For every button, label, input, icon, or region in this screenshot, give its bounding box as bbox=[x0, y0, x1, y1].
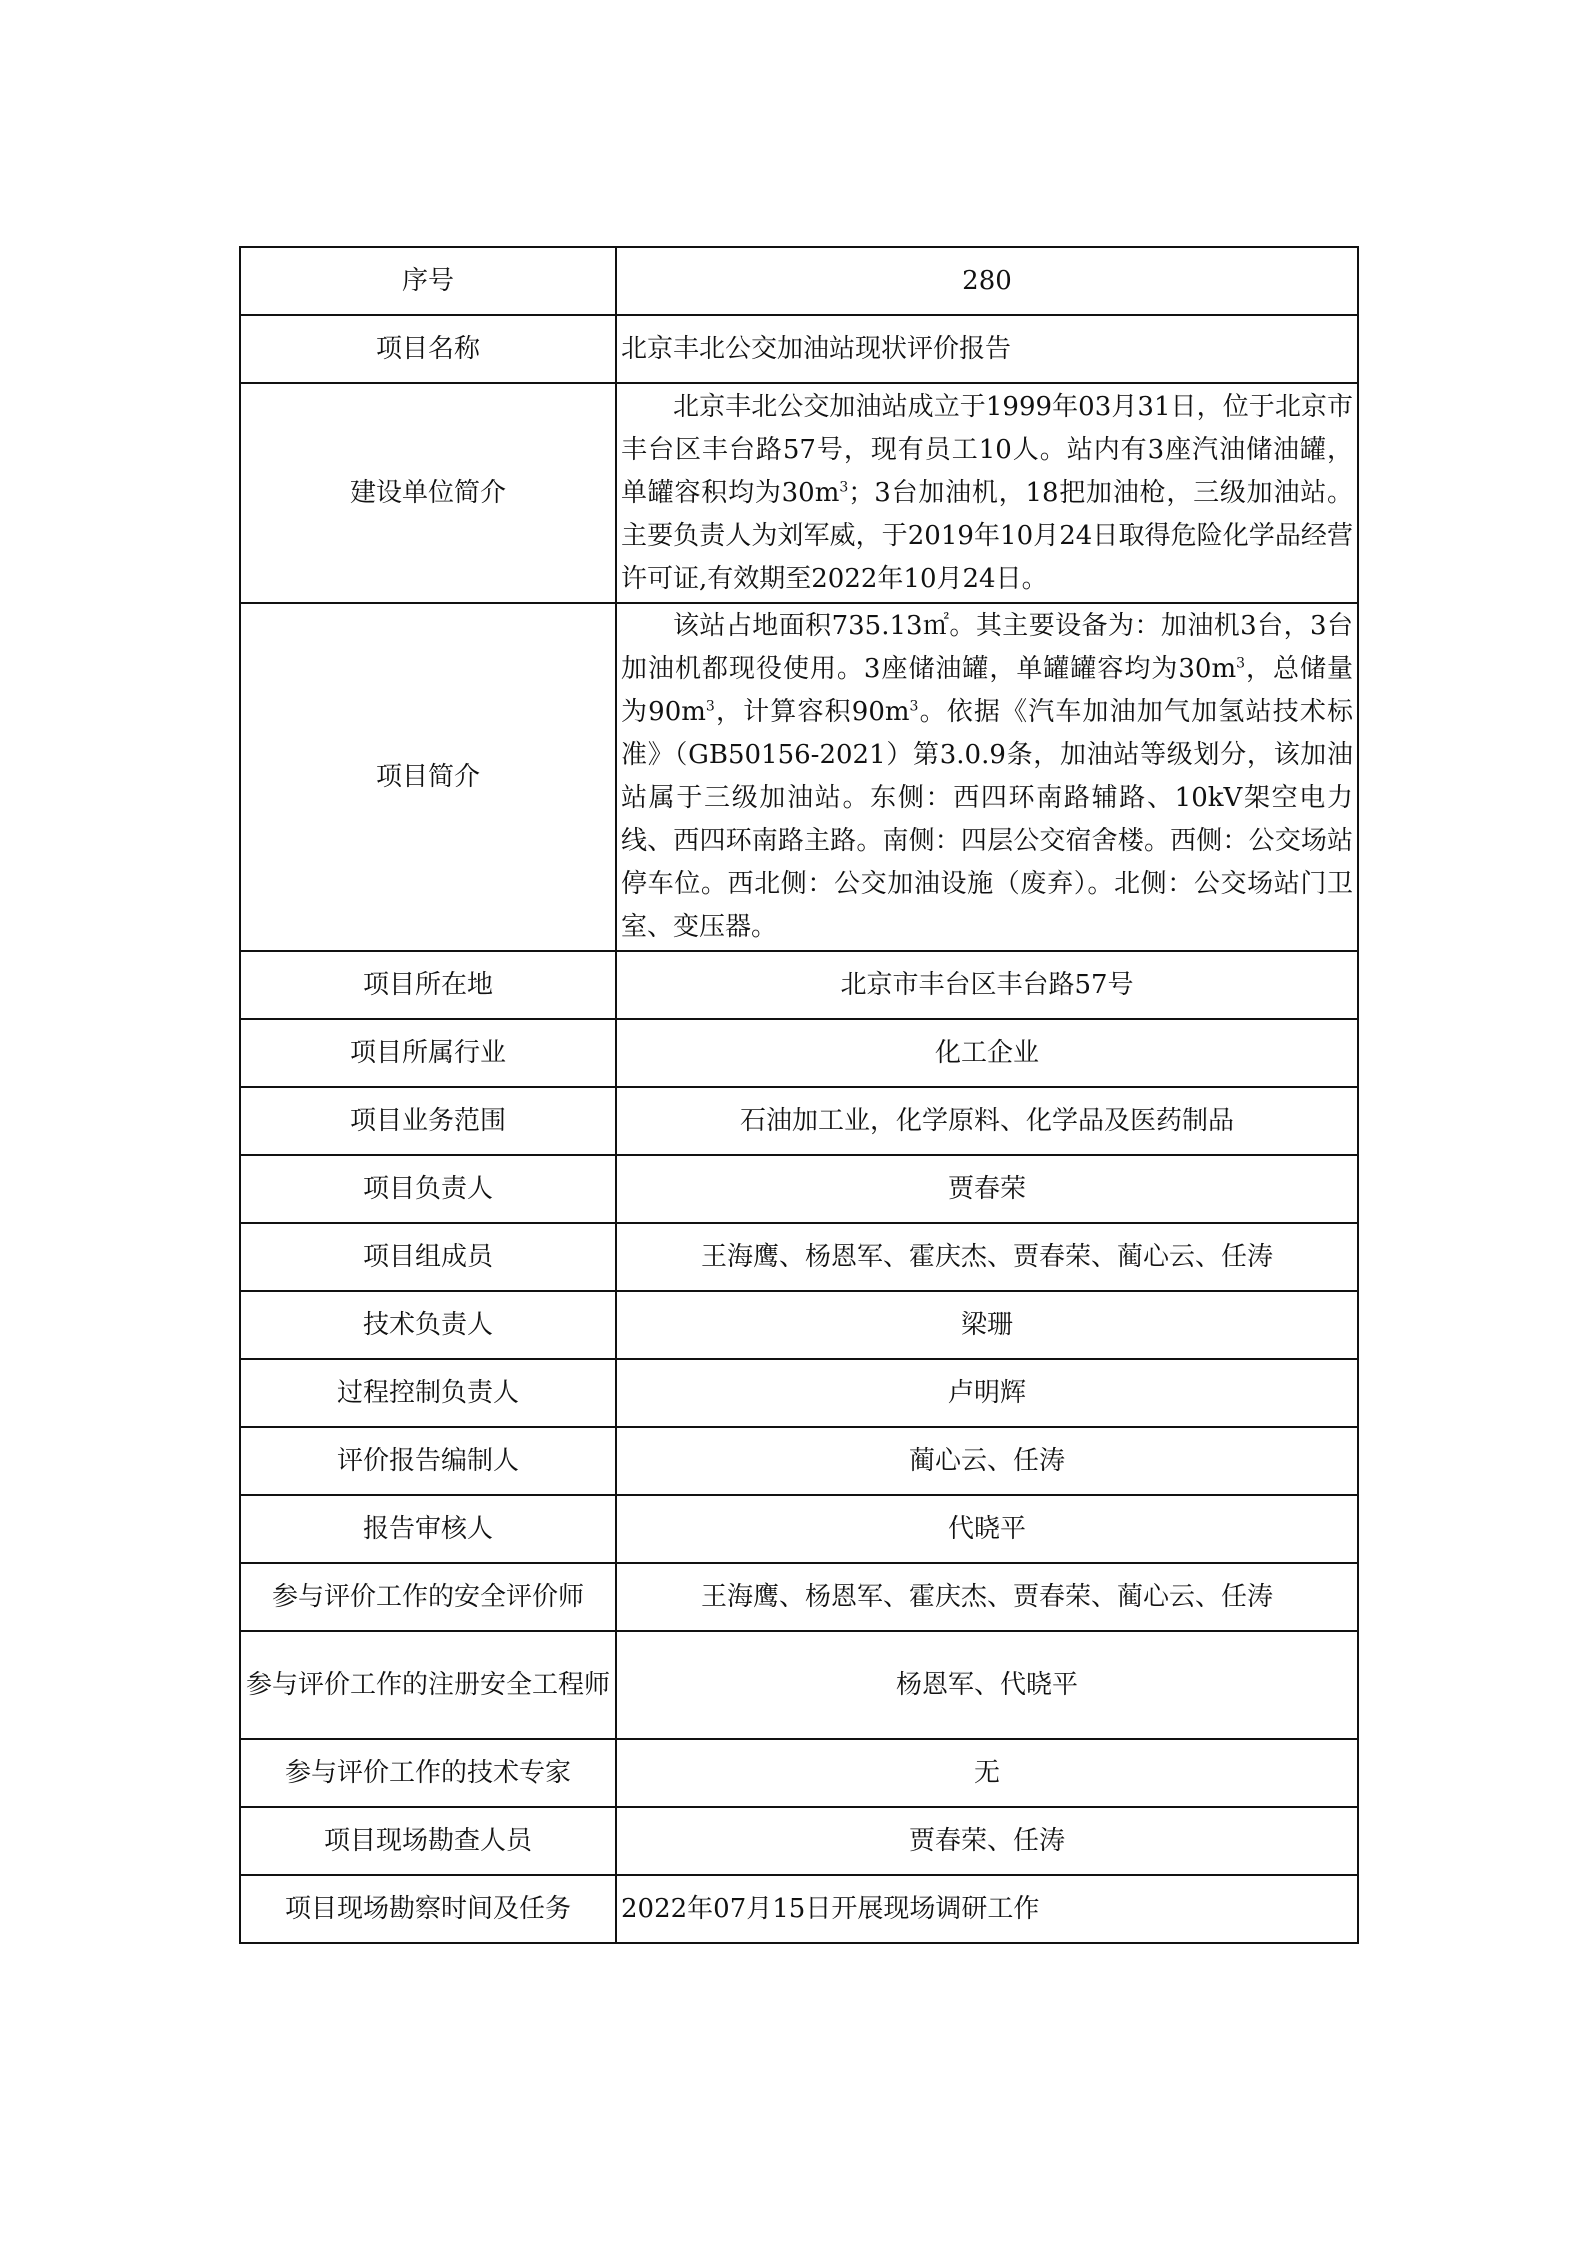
survey-time-value: 2022年07月15日开展现场调研工作 bbox=[616, 1875, 1358, 1943]
tech-leader-label: 技术负责人 bbox=[240, 1291, 616, 1359]
survey-time-label: 项目现场勘察时间及任务 bbox=[240, 1875, 616, 1943]
unit-intro-text-b: ；3台加油机，18把加油枪，三级加油站。主要负责人为刘军威，于2019年10月24日取得危险化学品经营许可证,有效期至2022年10月24日。 bbox=[621, 477, 1353, 594]
row-unit-intro bbox=[240, 383, 1358, 603]
row-leader bbox=[240, 1155, 1358, 1223]
row-engineers bbox=[240, 1631, 1358, 1739]
unit-intro-text-a: 北京丰北公交加油站成立于1999年03月31日，位于北京市丰台区丰台路57号，现有员工10人。站内有3座汽油储油罐，单罐容积均为30m bbox=[621, 391, 1353, 508]
row-tech-leader bbox=[240, 1291, 1358, 1359]
location-value: 北京市丰台区丰台路57号 bbox=[616, 951, 1358, 1019]
project-intro-text-a: 该站占地面积735.13㎡。其主要设备为：加油机3台，3台加油机都现役使用。3座储油罐，单罐罐容均为30m bbox=[621, 611, 1353, 684]
tech-leader-value: 梁珊 bbox=[616, 1291, 1358, 1359]
row-scope bbox=[240, 1087, 1358, 1155]
project-name-value: 北京丰北公交加油站现状评价报告 bbox=[616, 315, 1358, 383]
row-project-intro bbox=[240, 603, 1358, 951]
row-serial bbox=[240, 247, 1358, 315]
members-value: 王海鹰、杨恩军、霍庆杰、贾春荣、蔺心云、任涛 bbox=[616, 1223, 1358, 1291]
report-author-value: 蔺心云、任涛 bbox=[616, 1427, 1358, 1495]
evaluators-value: 王海鹰、杨恩军、霍庆杰、贾春荣、蔺心云、任涛 bbox=[616, 1563, 1358, 1631]
project-intro-paragraph bbox=[621, 605, 1353, 949]
row-process-leader bbox=[240, 1359, 1358, 1427]
row-location bbox=[240, 951, 1358, 1019]
process-leader-value: 卢明辉 bbox=[616, 1359, 1358, 1427]
row-members bbox=[240, 1223, 1358, 1291]
scope-label: 项目业务范围 bbox=[240, 1087, 616, 1155]
leader-value: 贾春荣 bbox=[616, 1155, 1358, 1223]
project-info-table bbox=[239, 246, 1359, 1944]
report-reviewer-value: 代晓平 bbox=[616, 1495, 1358, 1563]
row-survey-staff bbox=[240, 1807, 1358, 1875]
industry-value: 化工企业 bbox=[616, 1019, 1358, 1087]
survey-staff-value: 贾春荣、任涛 bbox=[616, 1807, 1358, 1875]
unit-intro-sup: 3 bbox=[839, 478, 849, 495]
row-industry bbox=[240, 1019, 1358, 1087]
project-intro-value bbox=[616, 603, 1358, 951]
serial-value: 280 bbox=[616, 247, 1358, 315]
survey-staff-label: 项目现场勘查人员 bbox=[240, 1807, 616, 1875]
row-evaluators bbox=[240, 1563, 1358, 1631]
row-project-name bbox=[240, 315, 1358, 383]
project-intro-text-c: ，计算容积90m bbox=[714, 697, 910, 727]
project-name-label: 项目名称 bbox=[240, 315, 616, 383]
unit-intro-paragraph bbox=[621, 386, 1353, 601]
project-intro-sup-3: 3 bbox=[909, 698, 919, 715]
engineers-value: 杨恩军、代晓平 bbox=[616, 1631, 1358, 1739]
project-intro-sup-1: 3 bbox=[1236, 655, 1246, 672]
project-intro-label: 项目简介 bbox=[240, 603, 616, 951]
location-label: 项目所在地 bbox=[240, 951, 616, 1019]
process-leader-label: 过程控制负责人 bbox=[240, 1359, 616, 1427]
experts-value: 无 bbox=[616, 1739, 1358, 1807]
serial-label: 序号 bbox=[240, 247, 616, 315]
row-experts bbox=[240, 1739, 1358, 1807]
report-reviewer-label: 报告审核人 bbox=[240, 1495, 616, 1563]
report-author-label: 评价报告编制人 bbox=[240, 1427, 616, 1495]
row-report-reviewer bbox=[240, 1495, 1358, 1563]
evaluators-label: 参与评价工作的安全评价师 bbox=[240, 1563, 616, 1631]
members-label: 项目组成员 bbox=[240, 1223, 616, 1291]
row-report-author bbox=[240, 1427, 1358, 1495]
industry-label: 项目所属行业 bbox=[240, 1019, 616, 1087]
experts-label: 参与评价工作的技术专家 bbox=[240, 1739, 616, 1807]
engineers-label: 参与评价工作的注册安全工程师 bbox=[240, 1631, 616, 1739]
project-intro-sup-2: 3 bbox=[705, 698, 715, 715]
unit-intro-value bbox=[616, 383, 1358, 603]
unit-intro-label: 建设单位简介 bbox=[240, 383, 616, 603]
leader-label: 项目负责人 bbox=[240, 1155, 616, 1223]
project-intro-text-d: 。依据《汽车加油加气加氢站技术标准》（GB50156-2021）第3.0.9条，加油站等级划分，该加油站属于三级加油站。东侧：西四环南路辅路、10kV架空电力线、西四环南路主路。南侧：四层公交宿舍楼。西侧：公交场站停车位。西北侧：公交加油设施（废弃）。北侧：公交场站门卫室、变压器。 bbox=[621, 697, 1353, 942]
project-intro-text-b: ，总储量为90m bbox=[621, 654, 1353, 727]
scope-value: 石油加工业，化学原料、化学品及医药制品 bbox=[616, 1087, 1358, 1155]
row-survey-time bbox=[240, 1875, 1358, 1943]
